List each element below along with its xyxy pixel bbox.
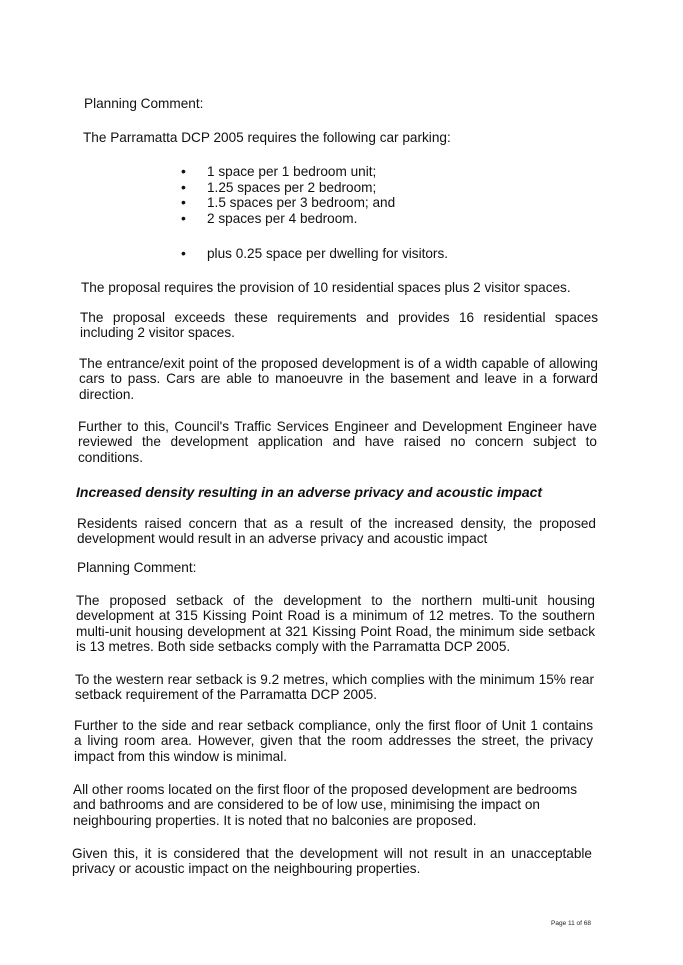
page-number: Page 11 of 68 xyxy=(551,920,591,927)
parking-requirements-list xyxy=(181,164,395,226)
other-rooms-paragraph: All other rooms located on the first floor of the proposed development are bedrooms and bathrooms and are considered to be of low use, minimising the impact on neighbouring properties. It is noted that no balconies are proposed. xyxy=(73,782,578,828)
engineer-paragraph: Further to this, Council's Traffic Services Engineer and Development Engineer have reviewed the development application and have raised no concern subject to conditions. xyxy=(78,419,597,465)
requirement-paragraph: The proposal requires the provision of 10 residential spaces plus 2 visitor spaces. xyxy=(81,280,571,295)
visitor-parking-list xyxy=(181,246,448,262)
exceeds-paragraph: The proposal exceeds these requirements and provides 16 residential spaces including 2 visitor spaces. xyxy=(80,310,598,341)
list-item: • 1.25 spaces per 2 bedroom; xyxy=(181,180,395,196)
section-heading: Increased density resulting in an adverse privacy and acoustic impact xyxy=(76,484,543,500)
planning-comment-label: Planning Comment: xyxy=(84,96,204,111)
conclusion-paragraph: Given this, it is considered that the development will not result in an unacceptable privacy or acoustic impact on the neighbouring properties. xyxy=(72,846,592,877)
list-item: • 2 spaces per 4 bedroom. xyxy=(181,211,395,227)
unit-1-paragraph: Further to the side and rear setback compliance, only the first floor of Unit 1 contains a living room area. However, given that the room addresses the street, the privacy impact from this window is minimal. xyxy=(74,718,593,764)
parking-intro: The Parramatta DCP 2005 requires the following car parking: xyxy=(83,130,451,145)
entrance-paragraph: The entrance/exit point of the proposed development is of a width capable of allowing cars to pass. Cars are able to manoeuvre in the basement and leave in a forward direction. xyxy=(79,356,598,402)
setback-paragraph: The proposed setback of the development to the northern multi-unit housing development at 315 Kissing Point Road is a minimum of 12 metres. To the southern multi-unit housing development at 321 Kissing Point Road, the minimum side setback is 13 metres. Both side setbacks comply with the Parramatta DCP 2005. xyxy=(76,593,595,655)
rear-setback-paragraph: To the western rear setback is 9.2 metres, which complies with the minimum 15% rear setback requirement of the Parramatta DCP 2005. xyxy=(75,672,594,703)
list-item: • plus 0.25 space per dwelling for visitors. xyxy=(181,246,448,262)
planning-comment-label: Planning Comment: xyxy=(77,560,197,575)
list-item: • 1.5 spaces per 3 bedroom; and xyxy=(181,195,395,211)
residents-concern-paragraph: Residents raised concern that as a result of the increased density, the proposed development would result in an adverse privacy and acoustic impact xyxy=(77,516,596,547)
list-item: • 1 space per 1 bedroom unit; xyxy=(181,164,395,180)
